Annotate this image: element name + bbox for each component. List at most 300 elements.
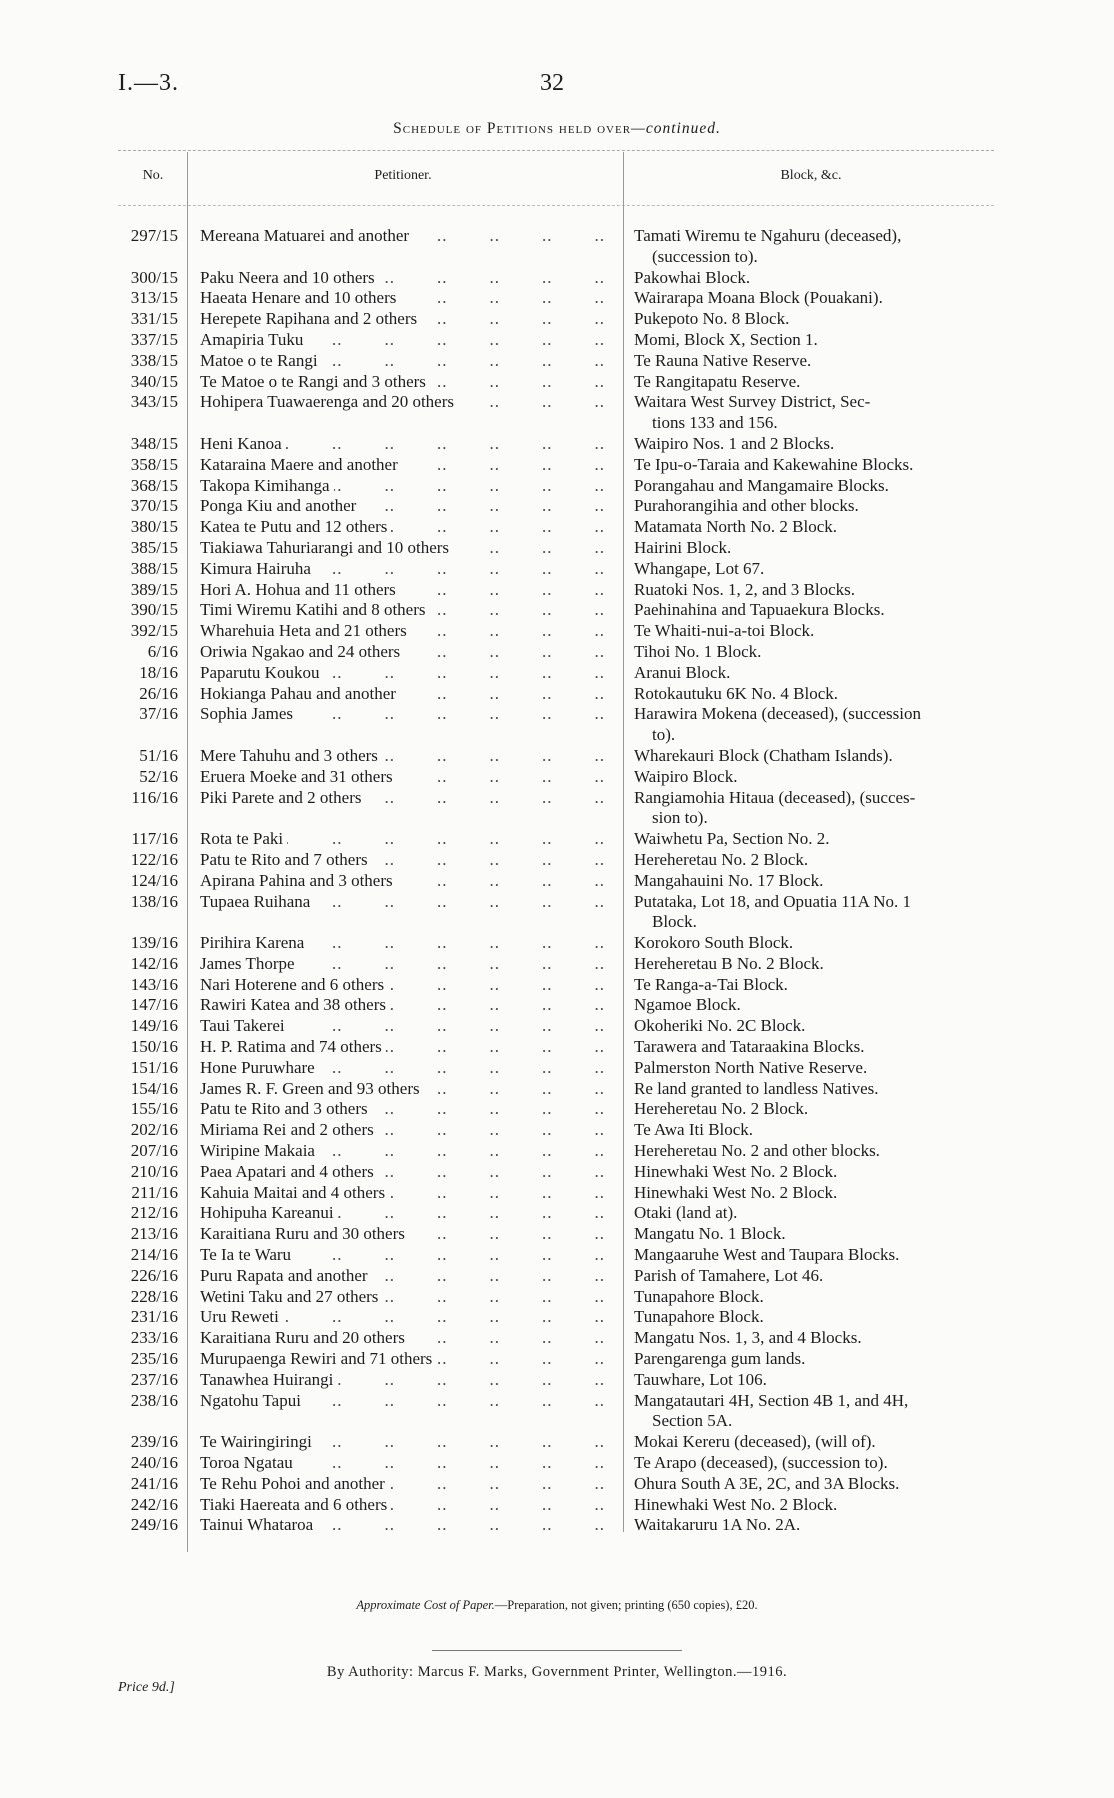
block-cell [634, 642, 994, 663]
block-cell [634, 1287, 994, 1308]
petition-number: 210/16 [130, 1161, 178, 1181]
petitioner-name: Ponga Kiu and another [200, 496, 360, 515]
block-cell [634, 1495, 994, 1516]
petition-number: 358/15 [130, 454, 178, 474]
block-description: Parish of Tamahere, Lot 46. [634, 1265, 824, 1285]
table-row [0, 351, 1114, 372]
petition-number: 242/16 [130, 1494, 178, 1514]
block-cell [634, 1453, 994, 1474]
block-description: Mangaaruhe West and Taupara Blocks. [634, 1245, 900, 1265]
petitioner-name: Kataraina Maere and another [200, 455, 402, 474]
block-description: Otaki (land at). [634, 1203, 738, 1223]
header-rule-bottom [118, 205, 994, 206]
petition-number: 147/16 [130, 995, 178, 1015]
petitioner-name: Toroa Ngatau [200, 1453, 297, 1472]
petitioner-name: Hone Puruwhare [200, 1058, 319, 1077]
block-description: Hereheretau No. 2 and other blocks. [634, 1141, 880, 1161]
petitioner-name: Karaitiana Ruru and 30 others [200, 1224, 409, 1243]
petitioner-cell [200, 1328, 605, 1349]
petitioner-name: Paparutu Koukou [200, 663, 323, 682]
petitioner-cell [200, 954, 605, 975]
table-row [0, 1058, 1114, 1079]
block-description: Purahorangihia and other blocks. [634, 496, 859, 516]
table-row [0, 517, 1114, 538]
block-cell [634, 288, 994, 309]
block-cell [634, 351, 994, 372]
block-description: Te Arapo (deceased), (succession to). [634, 1453, 888, 1473]
petitioner-name: Wetini Taku and 27 others [200, 1287, 382, 1306]
block-description: Te Rauna Native Reserve. [634, 350, 812, 370]
table-row [0, 455, 1114, 476]
block-description: Hereheretau No. 2 Block. [634, 849, 809, 869]
block-description: Okoheriki No. 2C Block. [634, 1016, 806, 1036]
petitioner-cell [200, 1058, 605, 1079]
block-description: Waitara West Survey District, Sec- [634, 392, 871, 412]
price-note: Price 9d.] [118, 1680, 175, 1695]
table-row [0, 372, 1114, 393]
petition-number: 26/16 [139, 683, 178, 703]
block-cell [634, 1349, 994, 1370]
block-description: Waipiro Nos. 1 and 2 Blocks. [634, 433, 835, 453]
petition-number: 231/16 [130, 1307, 178, 1327]
petitioner-cell [200, 1391, 605, 1412]
block-cell [634, 517, 994, 538]
petitioner-name: James Thorpe [200, 954, 299, 973]
table-row [0, 1515, 1114, 1536]
block-cell [634, 580, 994, 601]
petitioner-cell [200, 621, 605, 642]
petitioner-cell [200, 580, 605, 601]
petitioner-cell [200, 309, 605, 330]
petition-number: 348/15 [130, 433, 178, 453]
block-description: Korokoro South Block. [634, 933, 794, 953]
column-header-petitioner: Petitioner. [374, 168, 432, 183]
table-row [0, 1453, 1114, 1474]
block-description: Parengarenga gum lands. [634, 1349, 806, 1369]
block-description: Palmerston North Native Reserve. [634, 1057, 868, 1077]
block-description: Tarawera and Tataraakina Blocks. [634, 1037, 865, 1057]
petition-number: 207/16 [130, 1141, 178, 1161]
table-row [0, 1183, 1114, 1204]
petition-number: 143/16 [130, 974, 178, 994]
petitioner-cell [200, 1349, 605, 1370]
petitioner-cell [200, 1162, 605, 1183]
petition-number: 117/16 [131, 829, 178, 849]
petition-number: 139/16 [130, 933, 178, 953]
table-row [0, 434, 1114, 455]
block-description: Harawira Mokena (deceased), (succession [634, 704, 921, 724]
block-cell [634, 1120, 994, 1141]
petitioner-name: Herepete Rapihana and 2 others [200, 309, 421, 328]
block-cell [634, 559, 994, 580]
block-cell [634, 1266, 994, 1287]
block-cell [634, 455, 994, 476]
block-description: Ngamoe Block. [634, 995, 741, 1015]
block-description: Te Whaiti-nui-a-toi Block. [634, 621, 815, 641]
table-row [0, 496, 1114, 517]
table-row [0, 1391, 1114, 1433]
block-description: Momi, Block X, Section 1. [634, 329, 818, 349]
table-row [0, 684, 1114, 705]
petitioner-name: Karaitiana Ruru and 20 others [200, 1328, 409, 1347]
petition-number: 380/15 [130, 517, 178, 537]
block-description: Te Rangitapatu Reserve. [634, 371, 801, 391]
table-row [0, 1162, 1114, 1183]
petition-number: 237/16 [130, 1369, 178, 1389]
petition-number: 149/16 [130, 1016, 178, 1036]
petition-number: 338/15 [130, 350, 178, 370]
petitioner-name: Sophia James [200, 704, 297, 723]
block-description-continued: Block. [652, 912, 697, 932]
table-row [0, 226, 1114, 268]
block-cell [634, 788, 994, 830]
petition-number: 155/16 [130, 1099, 178, 1119]
block-cell [634, 621, 994, 642]
petitioner-name: Piki Parete and 2 others [200, 788, 365, 807]
block-description-continued: Section 5A. [652, 1411, 733, 1431]
petitioner-cell [200, 704, 605, 725]
petitioner-name: Murupaenga Rewiri and 71 others [200, 1349, 436, 1368]
petitioner-cell [200, 1495, 605, 1516]
table-row [0, 1120, 1114, 1141]
petition-number: 116/16 [131, 787, 178, 807]
petitioner-cell [200, 1287, 605, 1308]
block-cell [634, 850, 994, 871]
petitioner-cell [200, 871, 605, 892]
petition-number: 37/16 [139, 704, 178, 724]
petition-number: 385/15 [130, 537, 178, 557]
petitioner-cell [200, 1515, 605, 1536]
petition-number: 235/16 [130, 1349, 178, 1369]
petitions-table [0, 226, 1114, 1536]
table-row [0, 1495, 1114, 1516]
block-description: Rangiamohia Hitaua (deceased), (succes- [634, 787, 916, 807]
petition-number: 241/16 [130, 1473, 178, 1493]
petitioner-cell [200, 1037, 605, 1058]
petition-number: 142/16 [130, 953, 178, 973]
table-row [0, 1037, 1114, 1058]
table-row [0, 704, 1114, 746]
block-cell [634, 1141, 994, 1162]
petitioner-cell [200, 476, 605, 497]
petition-number: 52/16 [139, 766, 178, 786]
block-cell [634, 1474, 994, 1495]
block-cell [634, 600, 994, 621]
petitioner-name: Mere Tahuhu and 3 others [200, 746, 382, 765]
petitioner-name: H. P. Ratima and 74 others [200, 1037, 386, 1056]
header-rule-top [118, 150, 994, 151]
block-description-continued: to). [652, 725, 676, 745]
block-description: Hereheretau B No. 2 Block. [634, 953, 824, 973]
table-row [0, 642, 1114, 663]
block-cell [634, 1058, 994, 1079]
table-row [0, 975, 1114, 996]
block-description: Tunapahore Block. [634, 1286, 764, 1306]
block-cell [634, 226, 994, 268]
petitioner-name: Taui Takerei [200, 1016, 289, 1035]
petitioner-cell [200, 1474, 605, 1495]
table-row [0, 1328, 1114, 1349]
petitioner-cell [200, 746, 605, 767]
petitioner-cell [200, 663, 605, 684]
petitioner-cell [200, 226, 605, 247]
block-description: Waitakaruru 1A No. 2A. [634, 1515, 801, 1535]
block-description: Porangahau and Mangamaire Blocks. [634, 475, 889, 495]
block-description-continued: sion to). [652, 808, 708, 828]
petitioner-name: Rota te Paki [200, 829, 287, 848]
block-cell [634, 892, 994, 934]
block-cell [634, 1203, 994, 1224]
petitioner-name: Tanawhea Huirangi [200, 1370, 337, 1389]
petitioner-cell [200, 288, 605, 309]
petitioner-cell [200, 268, 605, 289]
block-description-continued: tions 133 and 156. [652, 413, 778, 433]
petitioner-name: Te Rehu Pohoi and another [200, 1474, 389, 1493]
petitioner-name: Te Ia te Waru [200, 1245, 295, 1264]
block-cell [634, 1224, 994, 1245]
table-row [0, 330, 1114, 351]
column-header-block: Block, &c. [780, 168, 842, 183]
petition-number: 213/16 [130, 1224, 178, 1244]
schedule-title-main: Schedule of Petitions held over [393, 120, 632, 137]
petitioner-cell [200, 788, 605, 809]
petitioner-name: Miriama Rei and 2 others [200, 1120, 378, 1139]
petitioner-name: Rawiri Katea and 38 others [200, 995, 390, 1014]
table-row [0, 871, 1114, 892]
petitioner-name: Katea te Putu and 12 others [200, 517, 391, 536]
table-row [0, 559, 1114, 580]
petitioner-name: Wiripine Makaia [200, 1141, 319, 1160]
petitioner-cell [200, 517, 605, 538]
block-cell [634, 496, 994, 517]
petition-number: 337/15 [130, 329, 178, 349]
petition-number: 390/15 [130, 600, 178, 620]
table-row [0, 1474, 1114, 1495]
petition-number: 138/16 [130, 891, 178, 911]
block-description: Pukepoto No. 8 Block. [634, 309, 790, 329]
petitioner-cell [200, 1079, 605, 1100]
block-description: Tunapahore Block. [634, 1307, 764, 1327]
block-description: Mangatu Nos. 1, 3, and 4 Blocks. [634, 1328, 862, 1348]
petitioner-name: Amapiria Tuku [200, 330, 307, 349]
petitioner-cell [200, 850, 605, 871]
page-number: 32 [540, 70, 564, 96]
schedule-title [0, 120, 1114, 138]
petitioner-cell [200, 1099, 605, 1120]
petition-number: 212/16 [130, 1203, 178, 1223]
block-description: Hinewhaki West No. 2 Block. [634, 1182, 838, 1202]
petitioner-name: Takopa Kimihanga [200, 476, 334, 495]
block-description: Mangahauini No. 17 Block. [634, 870, 824, 890]
petitioner-cell [200, 1203, 605, 1224]
petitioner-name: Nari Hoterene and 6 others [200, 975, 388, 994]
petition-number: 238/16 [130, 1390, 178, 1410]
table-row [0, 309, 1114, 330]
block-cell [634, 1037, 994, 1058]
table-row [0, 850, 1114, 871]
block-cell [634, 663, 994, 684]
petitioner-cell [200, 1120, 605, 1141]
petitioner-cell [200, 1183, 605, 1204]
block-description: Pakowhai Block. [634, 267, 751, 287]
table-row [0, 1016, 1114, 1037]
petitioner-name: Kimura Hairuha [200, 559, 315, 578]
block-cell [634, 871, 994, 892]
table-row [0, 663, 1114, 684]
petitioner-name: Hokianga Pahau and another [200, 684, 400, 703]
block-description: Aranui Block. [634, 662, 731, 682]
petitioner-cell [200, 1453, 605, 1474]
petition-number: 370/15 [130, 496, 178, 516]
petitioner-cell [200, 434, 605, 455]
petitioner-name: Te Matoe o te Rangi and 3 others [200, 372, 430, 391]
petition-number: 388/15 [130, 558, 178, 578]
petitioner-name: Hohipera Tuawaerenga and 20 others [200, 392, 458, 411]
petition-number: 202/16 [130, 1120, 178, 1140]
block-cell [634, 829, 994, 850]
petition-number: 154/16 [130, 1078, 178, 1098]
petitioner-name: Hohipuha Kareanui [200, 1203, 338, 1222]
petition-number: 6/16 [147, 641, 178, 661]
table-row [0, 621, 1114, 642]
block-cell [634, 1328, 994, 1349]
petitioner-cell [200, 642, 605, 663]
petitioner-cell [200, 995, 605, 1016]
petitioner-cell [200, 767, 605, 788]
block-cell [634, 746, 994, 767]
petitioner-name: Uru Reweti [200, 1307, 283, 1326]
petitioner-cell [200, 684, 605, 705]
block-cell [634, 1245, 994, 1266]
petitioner-name: Heni Kanoa [200, 434, 286, 453]
block-cell [634, 995, 994, 1016]
petitioner-name: Haeata Henare and 10 others [200, 288, 400, 307]
table-row [0, 1307, 1114, 1328]
block-description: Hairini Block. [634, 537, 732, 557]
petition-number: 228/16 [130, 1286, 178, 1306]
table-row [0, 829, 1114, 850]
block-description: Rotokautuku 6K No. 4 Block. [634, 683, 838, 703]
table-row [0, 1141, 1114, 1162]
block-description: Whangape, Lot 67. [634, 558, 765, 578]
petitioner-name: Eruera Moeke and 31 others [200, 767, 397, 786]
block-description: Hinewhaki West No. 2 Block. [634, 1494, 838, 1514]
table-row [0, 288, 1114, 309]
block-description: Wairarapa Moana Block (Pouakani). [634, 288, 883, 308]
table-row [0, 995, 1114, 1016]
block-description: Waipiro Block. [634, 766, 738, 786]
petitioner-cell [200, 351, 605, 372]
petition-number: 331/15 [130, 309, 178, 329]
petitioner-cell [200, 1224, 605, 1245]
petition-number: 249/16 [130, 1515, 178, 1535]
table-row [0, 1245, 1114, 1266]
petitioner-name: Patu te Rito and 3 others [200, 1099, 372, 1118]
petition-number: 214/16 [130, 1245, 178, 1265]
petitioner-name: Oriwia Ngakao and 24 others [200, 642, 404, 661]
petitioner-name: Puru Rapata and another [200, 1266, 372, 1285]
table-row [0, 268, 1114, 289]
petitioner-cell [200, 933, 605, 954]
petitioner-cell [200, 372, 605, 393]
block-cell [634, 1099, 994, 1120]
petitioner-name: Tiaki Haereata and 6 others [200, 1495, 391, 1514]
petitioner-name: Patu te Rito and 7 others [200, 850, 372, 869]
petitioner-cell [200, 455, 605, 476]
table-row [0, 1266, 1114, 1287]
block-cell [634, 372, 994, 393]
petition-number: 122/16 [130, 849, 178, 869]
petitioner-name: Matoe o te Rangi [200, 351, 322, 370]
block-cell [634, 1391, 994, 1433]
petitioner-cell [200, 1370, 605, 1391]
block-cell [634, 330, 994, 351]
petitioner-cell [200, 1141, 605, 1162]
cost-text: —Preparation, not given; printing (650 copies), £20. [494, 1598, 758, 1612]
petition-number: 300/15 [130, 267, 178, 287]
petitioner-name: Tiakiawa Tahuriarangi and 10 others [200, 538, 453, 557]
block-description: Paehinahina and Tapuaekura Blocks. [634, 600, 885, 620]
block-cell [634, 1016, 994, 1037]
block-cell [634, 1162, 994, 1183]
petitioner-name: Apirana Pahina and 3 others [200, 871, 397, 890]
petition-number: 150/16 [130, 1037, 178, 1057]
block-description: Ruatoki Nos. 1, 2, and 3 Blocks. [634, 579, 855, 599]
block-cell [634, 1370, 994, 1391]
petitioner-cell [200, 559, 605, 580]
block-description: Te Ipu-o-Taraia and Kakewahine Blocks. [634, 454, 914, 474]
block-cell [634, 954, 994, 975]
block-cell [634, 704, 994, 746]
petition-number: 368/15 [130, 475, 178, 495]
petitioner-name: Hori A. Hohua and 11 others [200, 580, 400, 599]
block-cell [634, 309, 994, 330]
block-cell [634, 684, 994, 705]
block-description: Re land granted to landless Natives. [634, 1078, 879, 1098]
table-row [0, 788, 1114, 830]
petitioner-cell [200, 330, 605, 351]
petitioner-cell [200, 496, 605, 517]
block-description: Waiwhetu Pa, Section No. 2. [634, 829, 830, 849]
petition-number: 240/16 [130, 1453, 178, 1473]
table-row [0, 1203, 1114, 1224]
petition-number: 233/16 [130, 1328, 178, 1348]
block-description: Hereheretau No. 2 Block. [634, 1099, 809, 1119]
block-description: Tihoi No. 1 Block. [634, 641, 762, 661]
petition-number: 151/16 [130, 1057, 178, 1077]
block-description: Tamati Wiremu te Ngahuru (deceased), [634, 226, 902, 245]
petitioner-cell [200, 392, 605, 413]
petitioner-cell [200, 829, 605, 850]
petition-number: 51/16 [139, 745, 178, 765]
petitioner-cell [200, 1266, 605, 1287]
petitioner-cell [200, 1245, 605, 1266]
block-cell [634, 1515, 994, 1536]
petitioner-cell [200, 538, 605, 559]
schedule-title-continued: —continued. [631, 120, 721, 137]
petitioner-name: Tupaea Ruihana [200, 892, 314, 911]
footer-rule [432, 1650, 682, 1651]
petition-number: 340/15 [130, 371, 178, 391]
table-row [0, 1224, 1114, 1245]
block-description: Mangatu No. 1 Block. [634, 1224, 786, 1244]
block-description: Putataka, Lot 18, and Opuatia 11A No. 1 [634, 891, 911, 911]
petitioner-cell [200, 1307, 605, 1328]
block-cell [634, 434, 994, 455]
petitioner-name: Timi Wiremu Katihi and 8 others [200, 600, 430, 619]
block-description: Te Awa Iti Block. [634, 1120, 754, 1140]
column-header-no: No. [142, 168, 164, 183]
